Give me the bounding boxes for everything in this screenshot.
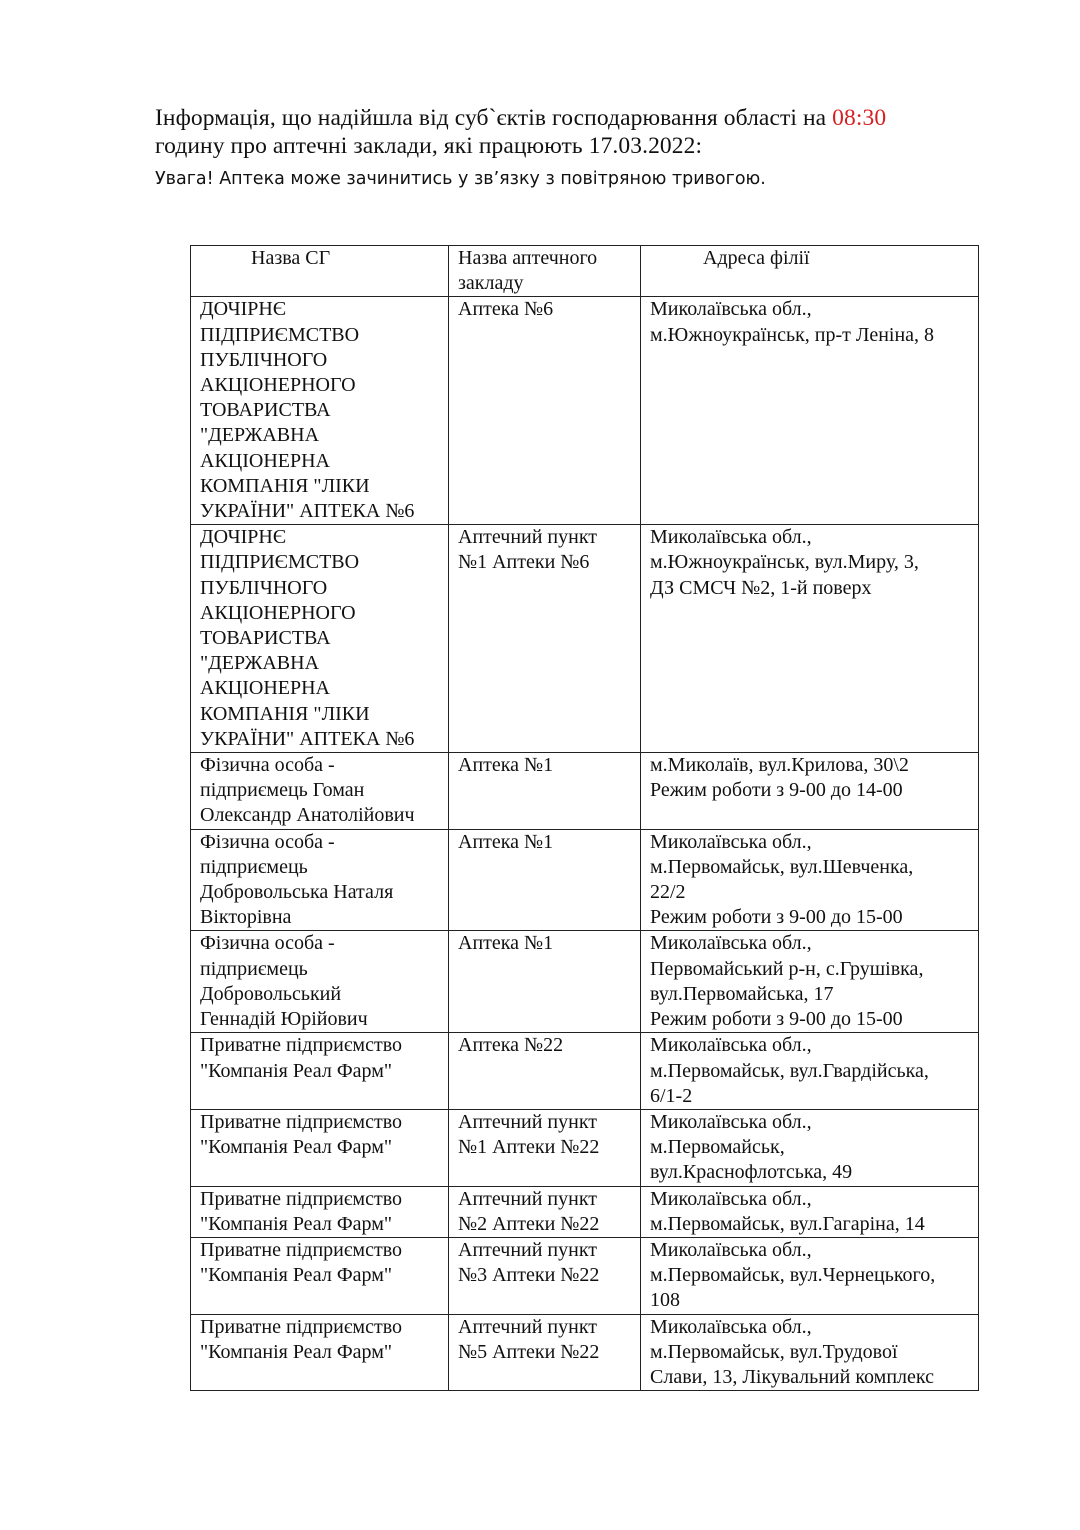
cell-pharmacy: Аптека №6	[449, 297, 641, 525]
cell-entity: Фізична особа - підприємець Добровольський Геннадій Юрійович	[191, 931, 449, 1033]
table-row	[191, 1314, 979, 1391]
cell-entity: Фізична особа - підприємець Гоман Олександр Анатолійович	[191, 753, 449, 830]
cell-entity: Приватне підприємство "Компанія Реал Фарм"	[191, 1033, 449, 1110]
cell-address: Миколаївська обл., м.Южноукраїнськ, вул.Миру, 3, ДЗ СМСЧ №2, 1-й поверх	[641, 525, 979, 753]
cell-entity: Приватне підприємство "Компанія Реал Фарм"	[191, 1237, 449, 1314]
cell-address: Миколаївська обл., м.Первомайськ, вул.Трудової Слави, 13, Лікувальний комплекс	[641, 1314, 979, 1391]
cell-pharmacy: Аптека №1	[449, 753, 641, 830]
cell-address: Миколаївська обл., м.Первомайськ, вул.Гагаріна, 14	[641, 1186, 979, 1237]
table-row	[191, 829, 979, 931]
header-entity-name: Назва СГ	[191, 246, 449, 297]
air-raid-notice: Увага! Аптека може зачинитись у зв’язку з повітряною тривогою.	[155, 169, 766, 189]
heading-date-line: годину про аптечні заклади, які працюють 17.03.2022:	[155, 133, 703, 159]
header-pharmacy-name: Назва аптечного закладу	[449, 246, 641, 297]
cell-pharmacy: Аптечний пункт №1 Аптеки №22	[449, 1109, 641, 1186]
table-row	[191, 525, 979, 753]
cell-address: м.Миколаїв, вул.Крилова, 30\2 Режим роботи з 9-00 до 14-00	[641, 753, 979, 830]
cell-pharmacy: Аптечний пункт №3 Аптеки №22	[449, 1237, 641, 1314]
table-row	[191, 1237, 979, 1314]
cell-address: Миколаївська обл., м.Первомайськ, вул.Гвардійська, 6/1-2	[641, 1033, 979, 1110]
heading-intro: Інформація, що надійшла від суб`єктів господарювання області на	[155, 105, 833, 131]
header-branch-address: Адреса філії	[641, 246, 979, 297]
cell-address: Миколаївська обл., м.Первомайськ, вул.Чернецького, 108	[641, 1237, 979, 1314]
table-header-row	[191, 246, 979, 297]
document-heading	[155, 104, 1015, 160]
table-row	[191, 1109, 979, 1186]
cell-address: Миколаївська обл., м.Первомайськ, вул.Шевченка, 22/2 Режим роботи з 9-00 до 15-00	[641, 829, 979, 931]
table-row	[191, 1033, 979, 1110]
cell-entity: Фізична особа - підприємець Добровольська Наталя Вікторівна	[191, 829, 449, 931]
cell-address: Миколаївська обл., м.Южноукраїнськ, пр-т Леніна, 8	[641, 297, 979, 525]
cell-pharmacy: Аптечний пункт №2 Аптеки №22	[449, 1186, 641, 1237]
report-time: 08:30	[832, 105, 887, 131]
table-row	[191, 1186, 979, 1237]
cell-pharmacy: Аптечний пункт №5 Аптеки №22	[449, 1314, 641, 1391]
cell-address: Миколаївська обл., Первомайський р-н, с.Грушівка, вул.Первомайська, 17 Режим роботи з 9-00 до 15-00	[641, 931, 979, 1033]
cell-pharmacy: Аптечний пункт №1 Аптеки №6	[449, 525, 641, 753]
cell-entity: ДОЧІРНЄ ПІДПРИЄМСТВО ПУБЛІЧНОГО АКЦІОНЕРНОГО ТОВАРИСТВА "ДЕРЖАВНА АКЦІОНЕРНА КОМПАНІЯ "ЛІКИ УКРАЇНИ" АПТЕКА №6	[191, 297, 449, 525]
cell-entity: Приватне підприємство "Компанія Реал Фарм"	[191, 1314, 449, 1391]
cell-entity: Приватне підприємство "Компанія Реал Фарм"	[191, 1186, 449, 1237]
table-row	[191, 297, 979, 525]
cell-pharmacy: Аптека №1	[449, 829, 641, 931]
table-row	[191, 753, 979, 830]
table-row	[191, 931, 979, 1033]
cell-address: Миколаївська обл., м.Первомайськ, вул.Краснофлотська, 49	[641, 1109, 979, 1186]
cell-pharmacy: Аптека №22	[449, 1033, 641, 1110]
cell-entity: Приватне підприємство "Компанія Реал Фарм"	[191, 1109, 449, 1186]
cell-entity: ДОЧІРНЄ ПІДПРИЄМСТВО ПУБЛІЧНОГО АКЦІОНЕРНОГО ТОВАРИСТВА "ДЕРЖАВНА АКЦІОНЕРНА КОМПАНІЯ "ЛІКИ УКРАЇНИ" АПТЕКА №6	[191, 525, 449, 753]
cell-pharmacy: Аптека №1	[449, 931, 641, 1033]
pharmacy-table	[190, 245, 979, 1391]
